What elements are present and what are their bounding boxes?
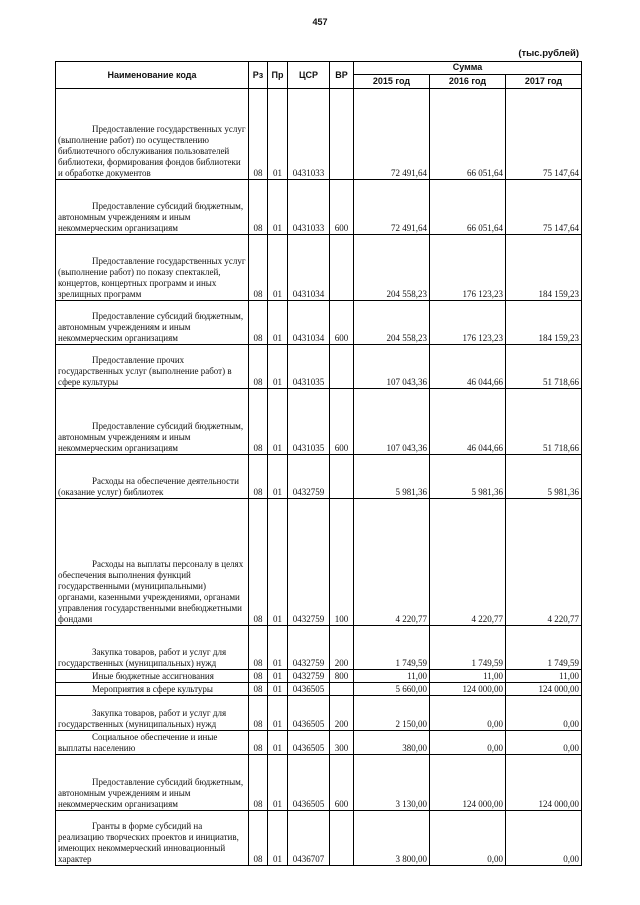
- row-name-first-line: Предоставление государственных: [92, 124, 223, 134]
- row-2017-cell: 1 749,59: [506, 626, 582, 670]
- header-year-2016: 2016 год: [430, 74, 506, 88]
- row-vr-cell: [330, 235, 354, 301]
- row-pr-cell: 01: [268, 670, 288, 683]
- row-2017-cell: 51 718,66: [506, 345, 582, 389]
- row-csr-cell: 0432759: [288, 455, 330, 499]
- header-sum: Сумма: [354, 62, 582, 75]
- row-2016-cell: 46 044,66: [430, 345, 506, 389]
- table-row: [56, 731, 582, 755]
- row-name-rest: услуг (выполнение работ) по осуществлению библиотечного обслуживания пользователей библиотеки, формирования фондов библиотеки и обработке документов: [58, 124, 246, 178]
- row-2015-cell: 2 150,00: [354, 696, 430, 731]
- row-name-rest: для государственных (муниципальных) нужд: [58, 647, 227, 668]
- row-name-cell: [56, 731, 249, 755]
- row-name-cell: [56, 626, 249, 670]
- row-csr-cell: 0432759: [288, 670, 330, 683]
- row-2017-cell: 51 718,66: [506, 389, 582, 455]
- row-name-cell: [56, 235, 249, 301]
- row-2015-cell: 5 981,36: [354, 455, 430, 499]
- table-row: [56, 301, 582, 345]
- table-row: [56, 180, 582, 235]
- header-year-2017: 2017 год: [506, 74, 582, 88]
- row-2016-cell: 0,00: [430, 696, 506, 731]
- row-csr-cell: 0431034: [288, 301, 330, 345]
- row-vr-cell: 200: [330, 626, 354, 670]
- units-label: (тыс.рублей): [518, 48, 579, 59]
- row-rz-cell: 08: [249, 755, 268, 811]
- table-row: [56, 89, 582, 180]
- row-pr-cell: 01: [268, 626, 288, 670]
- row-csr-cell: 0436505: [288, 731, 330, 755]
- row-2017-cell: 5 981,36: [506, 455, 582, 499]
- row-2015-cell: 107 043,36: [354, 345, 430, 389]
- row-rz-cell: 08: [249, 499, 268, 626]
- row-vr-cell: 800: [330, 670, 354, 683]
- row-vr-cell: [330, 811, 354, 866]
- table-row: [56, 755, 582, 811]
- table-row: [56, 696, 582, 731]
- row-2016-cell: 124 000,00: [430, 755, 506, 811]
- row-pr-cell: 01: [268, 696, 288, 731]
- row-csr-cell: 0432759: [288, 499, 330, 626]
- row-pr-cell: 01: [268, 180, 288, 235]
- budget-table: [55, 61, 582, 866]
- row-2016-cell: 0,00: [430, 731, 506, 755]
- table-row: [56, 670, 582, 683]
- row-name-first-line: Предоставление субсидий: [92, 311, 193, 321]
- row-pr-cell: 01: [268, 235, 288, 301]
- row-name-cell: [56, 811, 249, 866]
- row-rz-cell: 08: [249, 683, 268, 696]
- row-2017-cell: 184 159,23: [506, 301, 582, 345]
- row-2015-cell: 3 800,00: [354, 811, 430, 866]
- row-rz-cell: 08: [249, 731, 268, 755]
- row-2015-cell: 3 130,00: [354, 755, 430, 811]
- row-vr-cell: [330, 345, 354, 389]
- row-rz-cell: 08: [249, 696, 268, 731]
- row-name-rest: целях обеспечения выполнения функций государственными (муниципальными) органами, казенными учреждениями, органами управления государственными внебюджетными фондами: [58, 559, 244, 624]
- header-csr: ЦСР: [288, 62, 330, 89]
- row-2015-cell: 11,00: [354, 670, 430, 683]
- row-name-rest: бюджетным, автономным учреждениям и иным некоммерческим организациям: [58, 777, 244, 809]
- row-name-rest: для государственных (муниципальных) нужд: [58, 708, 227, 729]
- header-vr: ВР: [330, 62, 354, 89]
- row-name-first-line: Расходы на обеспечение: [92, 476, 186, 486]
- row-name-cell: [56, 301, 249, 345]
- row-2017-cell: 4 220,77: [506, 499, 582, 626]
- row-vr-cell: [330, 683, 354, 696]
- row-vr-cell: [330, 455, 354, 499]
- row-2015-cell: 5 660,00: [354, 683, 430, 696]
- header-pr: Пр: [268, 62, 288, 89]
- table-row: [56, 455, 582, 499]
- row-2017-cell: 0,00: [506, 731, 582, 755]
- header-year-2015: 2015 год: [354, 74, 430, 88]
- row-2017-cell: 75 147,64: [506, 180, 582, 235]
- row-pr-cell: 01: [268, 89, 288, 180]
- row-name-cell: [56, 670, 249, 683]
- row-csr-cell: 0436505: [288, 755, 330, 811]
- row-2017-cell: 124 000,00: [506, 683, 582, 696]
- row-name-first-line: Предоставление субсидий: [92, 201, 193, 211]
- row-pr-cell: 01: [268, 755, 288, 811]
- row-csr-cell: 0436505: [288, 683, 330, 696]
- row-2015-cell: 4 220,77: [354, 499, 430, 626]
- row-2015-cell: 72 491,64: [354, 180, 430, 235]
- row-2016-cell: 176 123,23: [430, 235, 506, 301]
- row-2016-cell: 124 000,00: [430, 683, 506, 696]
- table-body: [56, 89, 582, 866]
- row-rz-cell: 08: [249, 180, 268, 235]
- row-pr-cell: 01: [268, 345, 288, 389]
- row-rz-cell: 08: [249, 455, 268, 499]
- row-2016-cell: 176 123,23: [430, 301, 506, 345]
- row-vr-cell: 300: [330, 731, 354, 755]
- row-csr-cell: 0431033: [288, 89, 330, 180]
- row-name-cell: [56, 683, 249, 696]
- row-2017-cell: 184 159,23: [506, 235, 582, 301]
- page-number: 457: [312, 17, 328, 27]
- row-2016-cell: 4 220,77: [430, 499, 506, 626]
- row-name-cell: [56, 499, 249, 626]
- row-csr-cell: 0431035: [288, 389, 330, 455]
- row-rz-cell: 08: [249, 811, 268, 866]
- row-name-first-line: Закупка товаров, работ и услуг: [92, 708, 211, 718]
- row-2016-cell: 46 044,66: [430, 389, 506, 455]
- row-name-rest: бюджетным, автономным учреждениям и иным некоммерческим организациям: [58, 201, 244, 233]
- table-row: [56, 683, 582, 696]
- row-name-cell: [56, 455, 249, 499]
- row-name-rest: государственных услуг (выполнение работ) в сфере культуры: [58, 366, 232, 387]
- row-csr-cell: 0431034: [288, 235, 330, 301]
- row-rz-cell: 08: [249, 301, 268, 345]
- row-name-first-line: Социальное обеспечение и иные: [92, 732, 218, 742]
- row-name-rest: услуг (выполнение работ) по показу спектаклей, концертов, концертных программ и иных зрелищных программ: [58, 256, 246, 299]
- table-row: [56, 389, 582, 455]
- row-name-first-line: Гранты в форме субсидий на: [92, 821, 203, 831]
- row-rz-cell: 08: [249, 670, 268, 683]
- header-rz: Рз: [249, 62, 268, 89]
- row-2015-cell: 1 749,59: [354, 626, 430, 670]
- row-2016-cell: 5 981,36: [430, 455, 506, 499]
- row-csr-cell: 0431035: [288, 345, 330, 389]
- row-pr-cell: 01: [268, 811, 288, 866]
- row-csr-cell: 0436505: [288, 696, 330, 731]
- row-csr-cell: 0436707: [288, 811, 330, 866]
- row-2016-cell: 0,00: [430, 811, 506, 866]
- row-pr-cell: 01: [268, 499, 288, 626]
- row-name-first-line: Предоставление субсидий: [92, 777, 193, 787]
- row-2016-cell: 66 051,64: [430, 180, 506, 235]
- row-2017-cell: 11,00: [506, 670, 582, 683]
- row-name-cell: [56, 755, 249, 811]
- row-vr-cell: 600: [330, 301, 354, 345]
- row-pr-cell: 01: [268, 683, 288, 696]
- table-row: [56, 499, 582, 626]
- row-2015-cell: 107 043,36: [354, 389, 430, 455]
- row-name-first-line: Предоставление государственных: [92, 256, 223, 266]
- row-csr-cell: 0431033: [288, 180, 330, 235]
- table-row: [56, 811, 582, 866]
- row-vr-cell: [330, 89, 354, 180]
- row-name-first-line: Закупка товаров, работ и услуг: [92, 647, 211, 657]
- row-2017-cell: 0,00: [506, 811, 582, 866]
- table-row: [56, 235, 582, 301]
- row-name-first-line: Предоставление прочих: [92, 355, 185, 365]
- row-rz-cell: 08: [249, 345, 268, 389]
- row-rz-cell: 08: [249, 89, 268, 180]
- row-rz-cell: 08: [249, 235, 268, 301]
- row-name-cell: [56, 696, 249, 731]
- row-rz-cell: 08: [249, 626, 268, 670]
- row-name-rest: бюджетным, автономным учреждениям и иным некоммерческим организациям: [58, 311, 244, 343]
- row-vr-cell: 200: [330, 696, 354, 731]
- row-pr-cell: 01: [268, 389, 288, 455]
- row-2017-cell: 0,00: [506, 696, 582, 731]
- row-rz-cell: 08: [249, 389, 268, 455]
- header-name: Наименование кода: [56, 62, 249, 89]
- row-name-cell: [56, 89, 249, 180]
- row-name-first-line: Предоставление субсидий: [92, 421, 193, 431]
- row-2017-cell: 124 000,00: [506, 755, 582, 811]
- row-2016-cell: 11,00: [430, 670, 506, 683]
- row-vr-cell: 600: [330, 755, 354, 811]
- row-name-first-line: Иные бюджетные ассигнования: [92, 671, 214, 681]
- row-pr-cell: 01: [268, 731, 288, 755]
- row-2015-cell: 72 491,64: [354, 89, 430, 180]
- row-2015-cell: 204 558,23: [354, 301, 430, 345]
- row-2016-cell: 66 051,64: [430, 89, 506, 180]
- row-2015-cell: 204 558,23: [354, 235, 430, 301]
- row-name-first-line: Мероприятия в сфере культуры: [92, 684, 213, 694]
- row-name-cell: [56, 389, 249, 455]
- table-row: [56, 626, 582, 670]
- row-pr-cell: 01: [268, 455, 288, 499]
- row-name-rest: реализацию творческих проектов и инициатив, имеющих некоммерческий инновационный характер: [58, 832, 239, 864]
- row-2016-cell: 1 749,59: [430, 626, 506, 670]
- row-name-rest: выплаты населению: [58, 743, 136, 753]
- row-name-first-line: Расходы на выплаты персоналу в: [92, 559, 219, 569]
- row-name-rest: бюджетным, автономным учреждениям и иным некоммерческим организациям: [58, 421, 244, 453]
- row-name-cell: [56, 180, 249, 235]
- row-pr-cell: 01: [268, 301, 288, 345]
- table-row: [56, 345, 582, 389]
- row-name-rest: деятельности (оказание услуг) библиотек: [58, 476, 239, 497]
- row-vr-cell: 600: [330, 180, 354, 235]
- row-name-cell: [56, 345, 249, 389]
- row-vr-cell: 100: [330, 499, 354, 626]
- row-csr-cell: 0432759: [288, 626, 330, 670]
- row-2017-cell: 75 147,64: [506, 89, 582, 180]
- row-vr-cell: 600: [330, 389, 354, 455]
- row-2015-cell: 380,00: [354, 731, 430, 755]
